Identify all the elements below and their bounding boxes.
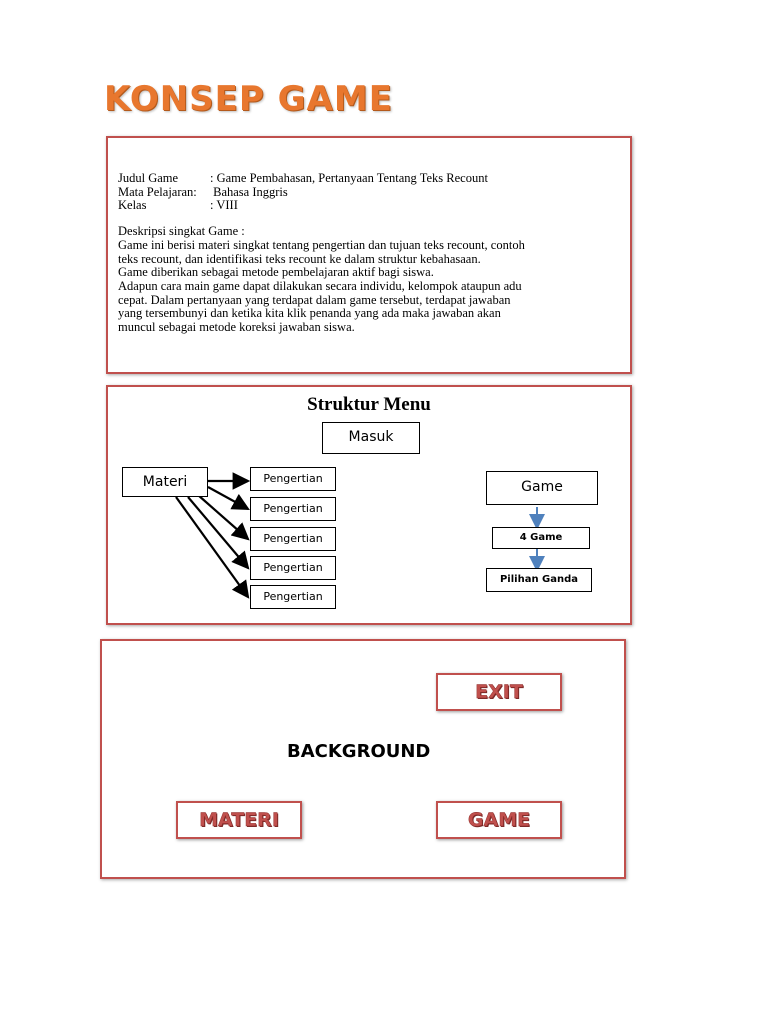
pengertian-box: Pengertian bbox=[250, 527, 336, 551]
judul-value: : Game Pembahasan, Pertanyaan Tentang Teks Recount bbox=[210, 171, 488, 185]
materi-button[interactable]: MATERI bbox=[176, 801, 302, 839]
desc-line: teks recount, dan identifikasi teks recount ke dalam struktur kebahasaan. bbox=[118, 251, 481, 266]
pengertian-box: Pengertian bbox=[250, 556, 336, 580]
menu-structure-panel bbox=[106, 385, 632, 625]
desc-line: Game ini berisi materi singkat tentang pengertian dan tujuan teks recount, contoh bbox=[118, 237, 525, 252]
page-title: KONSEP GAME bbox=[104, 79, 393, 119]
masuk-box: Masuk bbox=[322, 422, 420, 454]
desc-heading: Deskripsi singkat Game : bbox=[118, 224, 245, 239]
info-panel bbox=[106, 136, 632, 374]
game-type-box: Pilihan Ganda bbox=[486, 568, 592, 592]
mapel-value: Bahasa Inggris bbox=[213, 184, 288, 199]
screen-mockup-panel bbox=[100, 639, 626, 879]
desc-line: Game diberikan sebagai metode pembelajaran aktif bagi siswa. bbox=[118, 265, 434, 280]
arrow-to-item-5 bbox=[176, 497, 248, 597]
pengertian-box: Pengertian bbox=[250, 497, 336, 521]
judul-label: Judul Game bbox=[118, 171, 179, 185]
judul-row bbox=[118, 172, 623, 186]
info-text bbox=[118, 172, 623, 335]
kelas-label: Kelas bbox=[118, 198, 147, 213]
desc-line: Adapun cara main game dapat dilakukan secara individu, kelompok ataupun adu bbox=[118, 278, 522, 293]
mapel-label: Mata Pelajaran: bbox=[118, 184, 197, 199]
kelas-row bbox=[118, 199, 623, 213]
game-button[interactable]: GAME bbox=[436, 801, 562, 839]
menu-title: Struktur Menu bbox=[307, 394, 431, 415]
desc-line: yang tersembunyi dan ketika kita klik penanda yang ada maka jawaban akan bbox=[118, 306, 501, 321]
description bbox=[118, 225, 623, 335]
mapel-row bbox=[118, 186, 623, 200]
pengertian-box: Pengertian bbox=[250, 585, 336, 609]
materi-box: Materi bbox=[122, 467, 208, 497]
kelas-value: : VIII bbox=[210, 198, 238, 213]
background-label: BACKGROUND bbox=[287, 741, 431, 762]
exit-button[interactable]: EXIT bbox=[436, 673, 562, 711]
desc-line: cepat. Dalam pertanyaan yang terdapat dalam game tersebut, terdapat jawaban bbox=[118, 292, 511, 307]
game-box: Game bbox=[486, 471, 598, 505]
game-count-box: 4 Game bbox=[492, 527, 590, 549]
pengertian-box: Pengertian bbox=[250, 467, 336, 491]
desc-line: muncul sebagai metode koreksi jawaban siswa. bbox=[118, 320, 355, 335]
arrow-to-item-2 bbox=[208, 487, 248, 509]
